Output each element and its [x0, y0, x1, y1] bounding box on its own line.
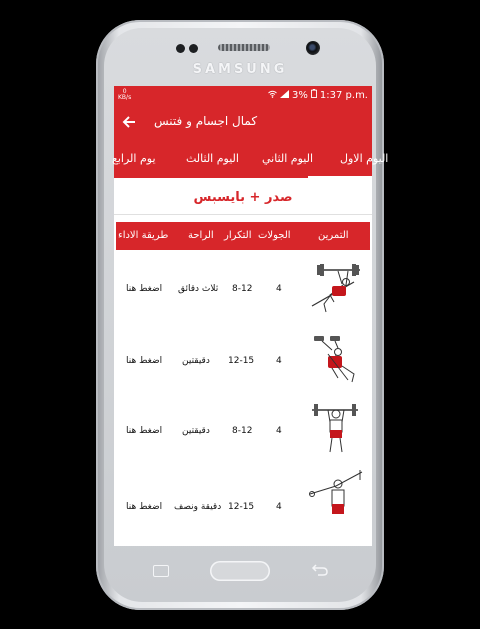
header-rest: الراحة — [188, 230, 214, 241]
header-exercise: التمرين — [318, 230, 349, 241]
table-row — [116, 464, 370, 534]
day-tabs — [112, 140, 389, 178]
network-speed-value: 0 — [122, 88, 127, 95]
back-icon[interactable] — [312, 563, 328, 579]
status-bar — [114, 86, 372, 104]
clock: 1:37 p.m. — [319, 89, 368, 101]
recent-apps-icon[interactable] — [153, 565, 169, 577]
signal-icon — [280, 90, 289, 101]
table-row — [116, 394, 370, 464]
cell-action-link[interactable]: اضغط هنا — [126, 284, 163, 294]
active-tab-indicator — [308, 176, 372, 178]
cell-rest: ثلاث دقائق — [178, 284, 219, 294]
earpiece-speaker — [218, 44, 270, 51]
cell-action-link[interactable]: اضغط هنا — [126, 356, 163, 366]
incline-bench-press-illustration — [308, 262, 364, 316]
front-camera — [306, 41, 320, 55]
battery-icon — [311, 89, 317, 101]
cell-sets: 4 — [276, 426, 282, 436]
cell-action-link[interactable]: اضغط هنا — [126, 426, 163, 436]
barbell-curl-illustration — [308, 400, 364, 454]
cell-rest: دقيقتين — [182, 426, 210, 436]
table-row — [116, 324, 370, 394]
network-speed — [118, 89, 131, 101]
cell-reps: 12-15 — [228, 502, 255, 512]
table-header — [116, 222, 370, 250]
cell-action-link[interactable]: اضغط هنا — [126, 502, 163, 512]
sensor-dot — [176, 44, 185, 53]
header-sets: الجولات — [258, 230, 291, 241]
cable-fly-illustration — [308, 466, 364, 520]
app-toolbar — [114, 104, 372, 140]
sensor-dot — [189, 44, 198, 53]
table-row — [116, 254, 370, 324]
wifi-icon — [268, 90, 277, 100]
cell-sets: 4 — [276, 502, 282, 512]
cell-reps: 8-12 — [232, 426, 253, 436]
app-title: كمال اجسام و فتنس — [154, 114, 258, 128]
cell-reps: 12-15 — [228, 356, 255, 366]
cell-rest: دقيقتين — [182, 356, 210, 366]
section-title: صدر + بايسبس — [193, 189, 293, 205]
tab-day-2[interactable]: اليوم الثاني — [262, 152, 314, 165]
section-card — [114, 180, 372, 215]
brand-logo: SAMSUNG — [192, 62, 288, 77]
app-screen — [112, 86, 389, 546]
header-reps: التكرار — [224, 230, 252, 241]
cell-rest: دقيقة ونصف — [174, 502, 222, 512]
tab-day-4[interactable]: يوم الرابع — [112, 152, 156, 165]
header-method: طريقة الاداء — [118, 230, 169, 241]
tab-day-3[interactable]: اليوم الثالث — [186, 152, 239, 165]
cell-sets: 4 — [276, 284, 282, 294]
arrow-left-icon[interactable] — [122, 110, 136, 134]
cell-reps: 8-12 — [232, 284, 253, 294]
network-speed-unit: KB/s — [118, 94, 132, 101]
tab-day-1[interactable]: اليوم الاول — [340, 152, 389, 165]
battery-percent: 3% — [292, 89, 308, 101]
cell-sets: 4 — [276, 356, 282, 366]
dumbbell-incline-press-illustration — [308, 330, 364, 384]
home-button[interactable] — [210, 561, 270, 581]
status-right — [268, 89, 368, 101]
